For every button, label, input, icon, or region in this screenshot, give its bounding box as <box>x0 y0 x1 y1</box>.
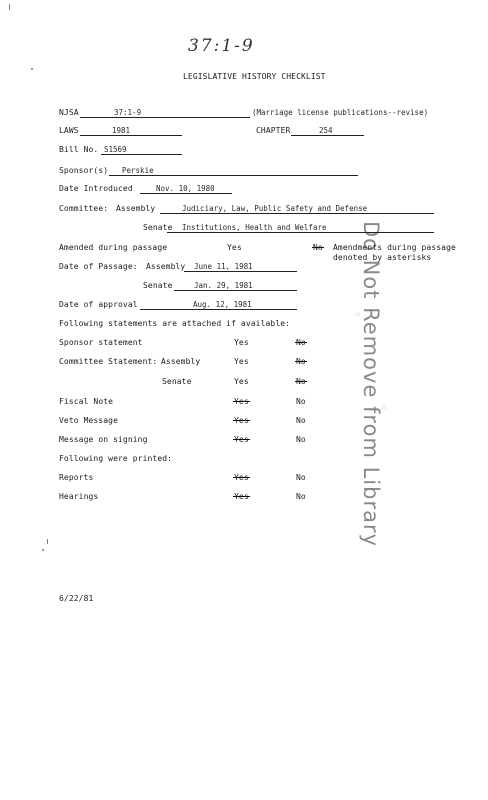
njsa-label: NJSA <box>59 108 79 117</box>
committee-assembly-label: Assembly <box>116 204 156 213</box>
amended-note-line1: Amendments during passage <box>333 243 456 252</box>
committee-senate-underline <box>167 232 434 233</box>
committee-statement-assembly-yes: Yes <box>234 357 249 366</box>
amended-label: Amended during passage <box>59 243 168 252</box>
veto-message-no: No <box>296 416 306 425</box>
passage-senate-underline <box>174 290 297 291</box>
committee-statement-senate-no: No <box>296 377 306 386</box>
date-introduced-value: Nov. 10, 1980 <box>156 184 215 193</box>
message-signing-label: Message on signing <box>59 435 148 444</box>
laws-label: LAWS <box>59 126 79 135</box>
handwritten-number: 37:1-9 <box>188 36 255 56</box>
approval-value: Aug. 12, 1981 <box>193 300 252 309</box>
fiscal-note-yes: Yes <box>234 397 249 406</box>
sponsor-label: Sponsor(s) <box>59 166 109 175</box>
sponsor-statement-no: No <box>296 338 306 347</box>
chapter-underline <box>291 135 364 136</box>
committee-statement-assembly-no: No <box>296 357 306 366</box>
hearings-label: Hearings <box>59 492 99 501</box>
date-introduced-label: Date Introduced <box>59 184 133 193</box>
committee-statement-assembly-label: Assembly <box>161 357 201 366</box>
attached-header: Following statements are attached if available: <box>59 319 291 328</box>
committee-statement-senate-label: Senate <box>162 377 192 386</box>
hearings-no: No <box>296 492 306 501</box>
message-signing-no: No <box>296 435 306 444</box>
sponsor-value: Perskie <box>122 166 154 175</box>
chapter-value: 254 <box>319 126 333 135</box>
fiscal-note-no: No <box>296 397 306 406</box>
committee-senate-value: Institutions, Health and Welfare <box>182 223 327 232</box>
approval-label: Date of approval <box>59 300 138 309</box>
page-title: LEGISLATIVE HISTORY CHECKLIST <box>183 72 326 81</box>
reports-yes: Yes <box>234 473 249 482</box>
committee-assembly-value: Judiciary, Law, Public Safety and Defense <box>182 204 368 213</box>
bill-label: Bill No. <box>59 145 99 154</box>
amended-yes: Yes <box>227 243 242 252</box>
committee-assembly-underline <box>160 213 434 214</box>
veto-message-label: Veto Message <box>59 416 118 425</box>
veto-message-yes: Yes <box>234 416 249 425</box>
fiscal-note-label: Fiscal Note <box>59 397 114 406</box>
scan-speck <box>31 68 33 70</box>
sponsor-underline <box>109 175 358 176</box>
passage-assembly-value: June 11, 1981 <box>194 262 253 271</box>
bill-value: S1569 <box>104 145 127 154</box>
passage-senate-label: Senate <box>143 281 173 290</box>
scan-speck <box>9 4 10 10</box>
passage-assembly-underline <box>184 271 297 272</box>
hearings-yes: Yes <box>234 492 249 501</box>
amended-note-line2: denoted by asterisks <box>333 253 432 262</box>
approval-underline <box>140 309 297 310</box>
reports-no: No <box>296 473 306 482</box>
chapter-label: CHAPTER <box>256 126 291 135</box>
passage-senate-value: Jan. 29, 1981 <box>194 281 253 290</box>
bill-underline <box>101 154 182 155</box>
message-signing-yes: Yes <box>234 435 249 444</box>
committee-label: Committee: <box>59 204 109 213</box>
footer-date: 6/22/81 <box>59 594 94 603</box>
njsa-underline <box>80 117 250 118</box>
committee-statement-label: Committee Statement: <box>59 357 158 366</box>
sponsor-statement-yes: Yes <box>234 338 249 347</box>
library-stamp-text: Do Not Remove from Library <box>359 220 383 548</box>
reports-label: Reports <box>59 473 94 482</box>
sponsor-statement-label: Sponsor statement <box>59 338 143 347</box>
laws-underline <box>80 135 182 136</box>
njsa-note: (Marriage license publications--revise) <box>252 108 429 117</box>
njsa-value: 37:1-9 <box>114 108 142 117</box>
passage-assembly-label: Assembly <box>146 262 186 271</box>
date-introduced-underline <box>140 193 232 194</box>
committee-statement-senate-yes: Yes <box>234 377 249 386</box>
amended-no: No <box>313 243 323 252</box>
committee-senate-label: Senate <box>143 223 173 232</box>
scan-speck <box>42 549 44 551</box>
passage-label: Date of Passage: <box>59 262 138 271</box>
scan-speck <box>47 539 48 544</box>
laws-value: 1981 <box>112 126 131 135</box>
printed-header: Following were printed: <box>59 454 173 463</box>
